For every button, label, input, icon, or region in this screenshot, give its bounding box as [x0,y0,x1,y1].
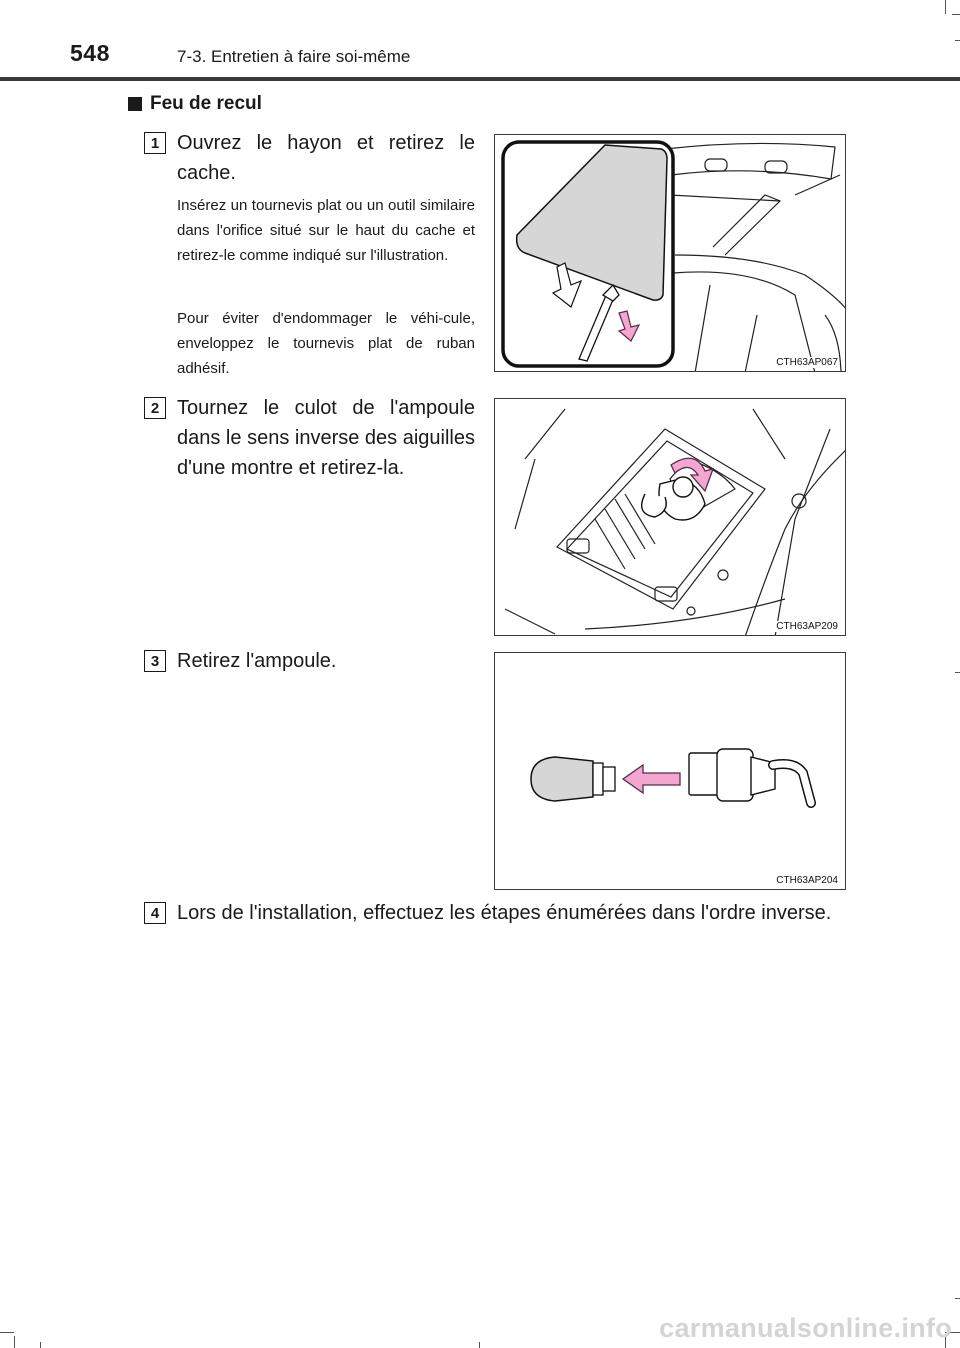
step-4-text: Lors de l'installation, effectuez les étapes énumérées dans l'ordre inverse. [177,902,832,924]
header-rule [0,77,960,81]
figure-code-2: CTH63AP209 [776,621,838,632]
step-1-note-2: Pour éviter d'endommager le véhi-cule, enveloppez le tournevis plat de ruban adhésif. [177,310,475,377]
step-1-note-1: Insérez un tournevis plat ou un outil similaire dans l'orifice situé sur le haut du cache et retirez-le comme indiqué sur l'illustration. [177,197,475,264]
crop-mark [952,14,960,15]
figure-code-3: CTH63AP204 [776,875,838,886]
hatch-cover-illustration [495,135,846,372]
figure-1-hatch-cover [494,134,846,372]
watermark: carmanualsonline.info [659,1313,952,1343]
step-1-text: Ouvrez le hayon et retirez le cache. [177,132,475,184]
bulb-socket-illustration [495,399,846,636]
square-bullet-icon [128,97,142,111]
step-number-2: 2 [144,397,166,419]
section-title: 7-3. Entretien à faire soi-même [177,47,411,66]
step-2-text: Tournez le culot de l'ampoule dans le sens inverse des aiguilles d'une montre et retirez-la. [177,397,475,479]
step-number-1: 1 [144,132,166,154]
section-heading-text: Feu de recul [150,93,262,114]
step-number-4: 4 [144,902,166,924]
step-3-text: Retirez l'ampoule. [177,650,337,672]
page-number: 548 [70,40,110,66]
figure-2-bulb-socket [494,398,846,636]
figure-code-1: CTH63AP067 [776,357,838,368]
section-heading [128,93,262,115]
step-number-3: 3 [144,650,166,672]
remove-bulb-illustration [495,653,846,890]
crop-mark [0,1332,14,1333]
crop-mark [955,672,960,673]
crop-mark [14,1336,15,1348]
figure-3-remove-bulb [494,652,846,890]
crop-mark [40,1342,41,1348]
crop-mark [945,0,946,14]
crop-mark [955,40,960,41]
crop-mark [479,1342,480,1348]
crop-mark [955,1298,960,1299]
